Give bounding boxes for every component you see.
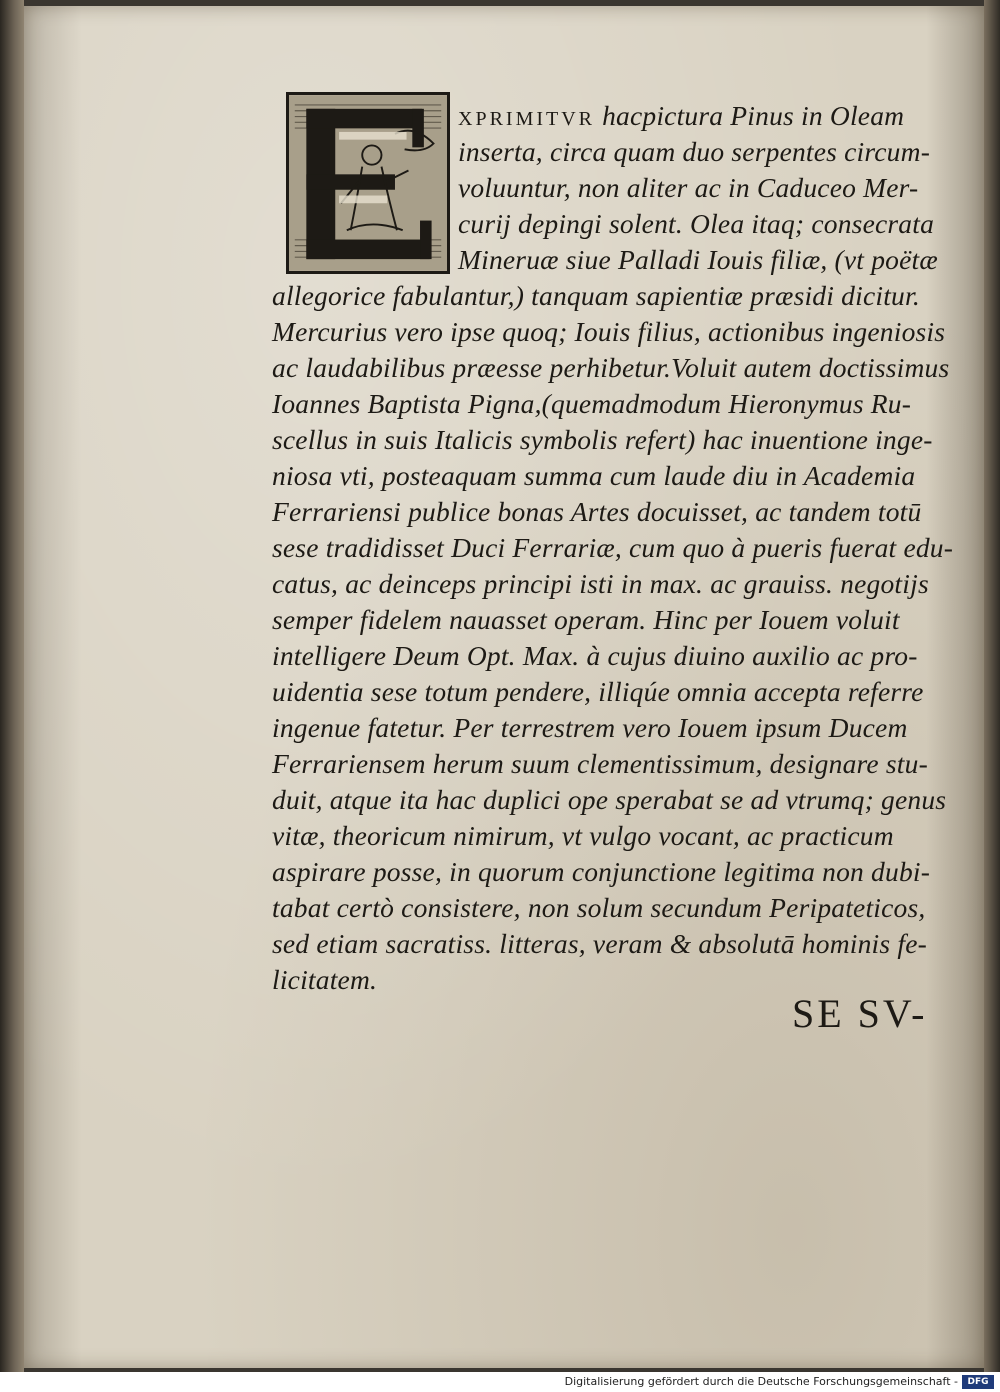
decorated-woodcut-initial-icon bbox=[286, 92, 450, 274]
text-line-5: Mineruæ siue Palladi Iouis filiæ, (vt poëtæ bbox=[458, 244, 938, 275]
text-line-19: Ferrariensem herum suum clementissimum, designare stu- bbox=[272, 748, 928, 779]
text-line-4: curij depingi solent. Olea itaq; consecrata bbox=[458, 208, 935, 239]
text-line-16: intelligere Deum Opt. Max. à cujus diuino auxilio ac pro- bbox=[272, 640, 918, 671]
text-line-21: vitæ, theoricum nimirum, vt vulgo vocant, ac practicum bbox=[272, 820, 894, 851]
footer-credit: Digitalisierung gefördert durch die Deutsche Forschungsgemeinschaft - bbox=[564, 1375, 958, 1388]
text-line-13: sese tradidisset Duci Ferrariæ, cum quo à pueris fuerat edu- bbox=[272, 532, 954, 563]
text-line-2: inserta, circa quam duo serpentes circum- bbox=[458, 136, 931, 167]
scan-edge-left bbox=[0, 0, 24, 1372]
text-line-11: niosa vti, posteaquam summa cum laude diu in Academia bbox=[272, 460, 916, 491]
opening-words: XPRIMITVR bbox=[458, 108, 596, 130]
text-line-10: scellus in suis Italicis symbolis refert) hac inuentione inge- bbox=[272, 424, 933, 455]
text-line-25: licitatem. bbox=[272, 964, 378, 995]
text-line-17: uidentia sese totum pendere, illiqúe omnia accepta referre bbox=[272, 676, 924, 707]
text-line-20: duit, atque ita hac duplici ope sperabat se ad vtrumq; genus bbox=[272, 784, 947, 815]
woodcut-illustration bbox=[289, 95, 447, 271]
text-line-18: ingenue fatetur. Per terrestrem vero Iouem ipsum Ducem bbox=[272, 712, 908, 743]
opening-line-rest: hacpictura Pinus in Oleam bbox=[595, 100, 905, 131]
text-line-15: semper fidelem nauasset operam. Hinc per Iouem voluit bbox=[272, 604, 900, 635]
dfg-logo-icon: DFG bbox=[962, 1375, 994, 1389]
digitization-footer bbox=[0, 1372, 1000, 1392]
text-line-23: tabat certò consistere, non solum secundum Peripateticos, bbox=[272, 892, 926, 923]
scan-edge-right bbox=[984, 0, 1000, 1372]
text-line-3: voluuntur, non aliter ac in Caduceo Mer- bbox=[458, 172, 919, 203]
catchword: SE SV- bbox=[792, 991, 928, 1036]
text-line-9: Ioannes Baptista Pigna,(quemadmodum Hieronymus Ru- bbox=[272, 388, 912, 419]
text-line-6: allegorice fabulantur,) tanquam sapientiæ præsidi dicitur. bbox=[272, 280, 920, 311]
text-line-7: Mercurius vero ipse quoq; Iouis filius, actionibus ingeniosis bbox=[272, 316, 946, 347]
text-line-12: Ferrariensi publice bonas Artes docuisset, ac tandem totū bbox=[272, 496, 922, 527]
text-line-14: catus, ac deinceps principi isti in max. ac grauiss. negotijs bbox=[272, 568, 929, 599]
text-line-24: sed etiam sacratiss. litteras, veram & absolutā hominis fe- bbox=[272, 928, 927, 959]
text-line-22: aspirare posse, in quorum conjunctione legitima non dubi- bbox=[272, 856, 931, 887]
text-line-8: ac laudabilibus præesse perhibetur.Voluit autem doctissimus bbox=[272, 352, 950, 383]
text-line-1 bbox=[458, 98, 904, 134]
